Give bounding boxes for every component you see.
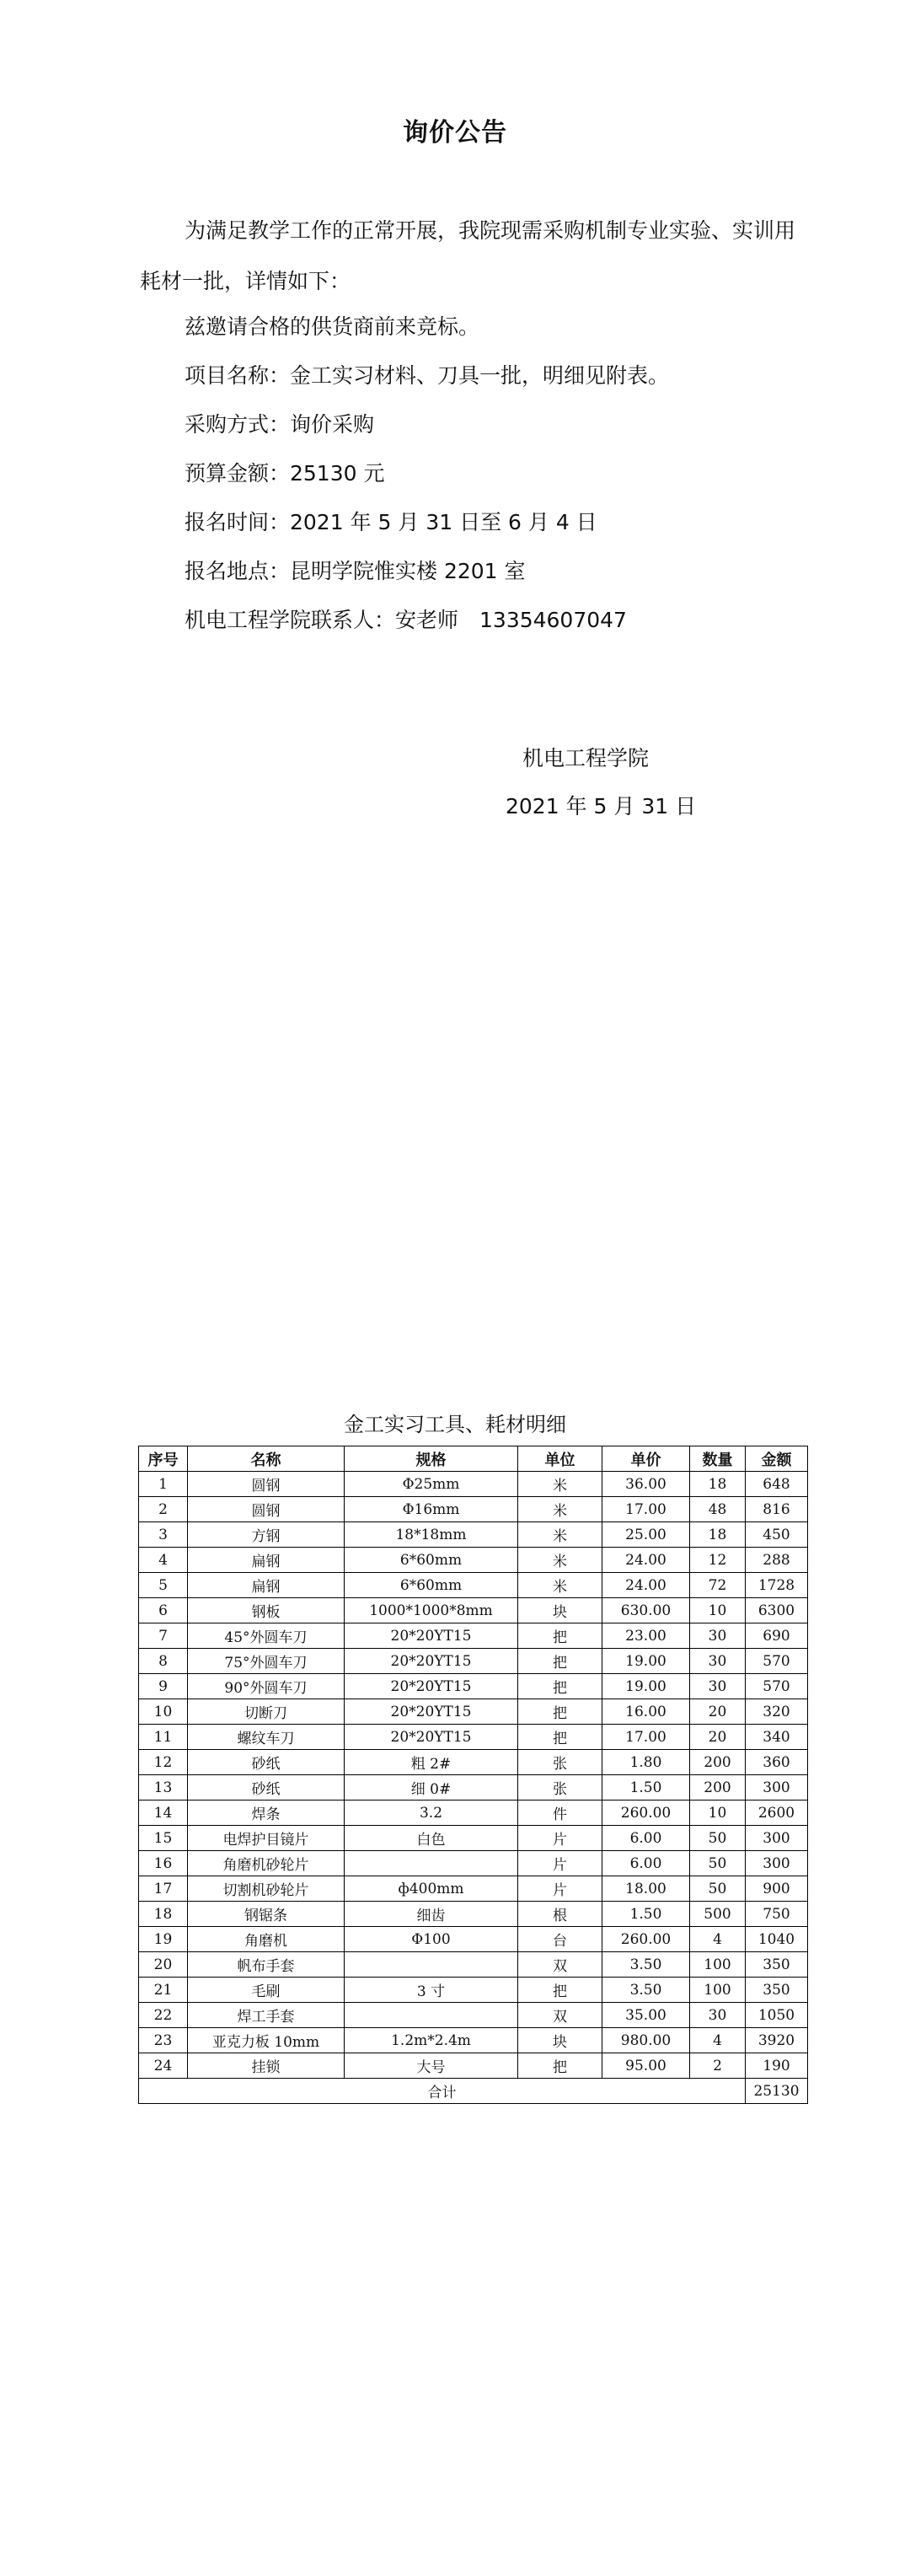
cell-unit: 片 bbox=[518, 1826, 602, 1851]
table-row bbox=[139, 2028, 808, 2053]
cell-price: 36.00 bbox=[602, 1472, 690, 1497]
cell-index: 9 bbox=[139, 1674, 188, 1699]
table-row bbox=[139, 1851, 808, 1876]
cell-quantity: 18 bbox=[690, 1522, 746, 1548]
cell-quantity: 30 bbox=[690, 2003, 746, 2028]
cell-name: 90°外圆车刀 bbox=[188, 1674, 345, 1699]
table-header-row bbox=[139, 1446, 808, 1472]
table-row bbox=[139, 1801, 808, 1826]
cell-price: 35.00 bbox=[602, 2003, 690, 2028]
cell-quantity: 100 bbox=[690, 1952, 746, 1978]
cell-name: 方钢 bbox=[188, 1522, 345, 1548]
cell-unit: 台 bbox=[518, 1927, 602, 1952]
cell-unit: 张 bbox=[518, 1750, 602, 1775]
cell-amount: 288 bbox=[746, 1548, 808, 1573]
cell-spec: 20*20YT15 bbox=[345, 1649, 518, 1674]
cell-price: 260.00 bbox=[602, 1927, 690, 1952]
cell-price: 25.00 bbox=[602, 1522, 690, 1548]
cell-amount: 190 bbox=[746, 2053, 808, 2079]
table-row bbox=[139, 1750, 808, 1775]
cell-name: 圆钢 bbox=[188, 1472, 345, 1497]
table-total-row bbox=[139, 2079, 808, 2104]
table-row bbox=[139, 1826, 808, 1851]
table-row bbox=[139, 1573, 808, 1598]
table-row bbox=[139, 1598, 808, 1623]
cell-index: 5 bbox=[139, 1573, 188, 1598]
cell-price: 16.00 bbox=[602, 1699, 690, 1725]
cell-spec: 20*20YT15 bbox=[345, 1725, 518, 1750]
cell-name: 焊条 bbox=[188, 1801, 345, 1826]
cell-spec: ф400mm bbox=[345, 1876, 518, 1902]
registration-time-line: 报名时间：2021 年 5 月 31 日至 6 月 4 日 bbox=[185, 510, 597, 534]
cell-spec bbox=[345, 1851, 518, 1876]
cell-unit: 块 bbox=[518, 1598, 602, 1623]
header-price: 单价 bbox=[602, 1446, 690, 1472]
cell-unit: 把 bbox=[518, 1623, 602, 1649]
cell-amount: 648 bbox=[746, 1472, 808, 1497]
cell-index: 7 bbox=[139, 1623, 188, 1649]
cell-name: 45°外圆车刀 bbox=[188, 1623, 345, 1649]
invite-line: 兹邀请合格的供货商前来竞标。 bbox=[185, 314, 480, 339]
cell-spec: 粗 2# bbox=[345, 1750, 518, 1775]
cell-unit: 米 bbox=[518, 1472, 602, 1497]
cell-price: 3.50 bbox=[602, 1978, 690, 2003]
cell-name: 螺纹车刀 bbox=[188, 1725, 345, 1750]
cell-spec: 细 0# bbox=[345, 1775, 518, 1801]
cell-index: 17 bbox=[139, 1876, 188, 1902]
cell-name: 扁钢 bbox=[188, 1548, 345, 1573]
cell-quantity: 72 bbox=[690, 1573, 746, 1598]
table-row bbox=[139, 1927, 808, 1952]
table-row bbox=[139, 1952, 808, 1978]
cell-price: 17.00 bbox=[602, 1497, 690, 1522]
cell-index: 14 bbox=[139, 1801, 188, 1826]
project-name-line: 项目名称：金工实习材料、刀具一批，明细见附表。 bbox=[185, 363, 670, 388]
cell-name: 钢锯条 bbox=[188, 1902, 345, 1927]
cell-price: 24.00 bbox=[602, 1573, 690, 1598]
cell-index: 18 bbox=[139, 1902, 188, 1927]
total-label: 合计 bbox=[139, 2079, 746, 2104]
cell-price: 17.00 bbox=[602, 1725, 690, 1750]
cell-index: 21 bbox=[139, 1978, 188, 2003]
cell-name: 圆钢 bbox=[188, 1497, 345, 1522]
cell-name: 75°外圆车刀 bbox=[188, 1649, 345, 1674]
cell-spec: 18*18mm bbox=[345, 1522, 518, 1548]
cell-name: 切割机砂轮片 bbox=[188, 1876, 345, 1902]
cell-amount: 300 bbox=[746, 1775, 808, 1801]
cell-price: 18.00 bbox=[602, 1876, 690, 1902]
header-name: 名称 bbox=[188, 1446, 345, 1472]
cell-unit: 把 bbox=[518, 1649, 602, 1674]
cell-price: 19.00 bbox=[602, 1674, 690, 1699]
cell-name: 电焊护目镜片 bbox=[188, 1826, 345, 1851]
cell-price: 19.00 bbox=[602, 1649, 690, 1674]
cell-amount: 350 bbox=[746, 1978, 808, 2003]
table-row bbox=[139, 1497, 808, 1522]
cell-price: 6.00 bbox=[602, 1826, 690, 1851]
table-row bbox=[139, 2053, 808, 2079]
cell-unit: 双 bbox=[518, 1952, 602, 1978]
table-body bbox=[139, 1472, 808, 2104]
cell-spec: 20*20YT15 bbox=[345, 1699, 518, 1725]
cell-index: 1 bbox=[139, 1472, 188, 1497]
cell-spec: 3.2 bbox=[345, 1801, 518, 1826]
cell-spec: Φ100 bbox=[345, 1927, 518, 1952]
cell-amount: 750 bbox=[746, 1902, 808, 1927]
cell-quantity: 50 bbox=[690, 1876, 746, 1902]
cell-name: 角磨机砂轮片 bbox=[188, 1851, 345, 1876]
cell-quantity: 4 bbox=[690, 1927, 746, 1952]
table-row bbox=[139, 1725, 808, 1750]
cell-name: 帆布手套 bbox=[188, 1952, 345, 1978]
cell-quantity: 100 bbox=[690, 1978, 746, 2003]
cell-spec: 20*20YT15 bbox=[345, 1623, 518, 1649]
cell-amount: 300 bbox=[746, 1851, 808, 1876]
cell-unit: 米 bbox=[518, 1497, 602, 1522]
table-row bbox=[139, 1548, 808, 1573]
cell-quantity: 30 bbox=[690, 1674, 746, 1699]
cell-spec: Φ25mm bbox=[345, 1472, 518, 1497]
cell-index: 2 bbox=[139, 1497, 188, 1522]
cell-quantity: 50 bbox=[690, 1826, 746, 1851]
cell-spec: 20*20YT15 bbox=[345, 1674, 518, 1699]
cell-price: 23.00 bbox=[602, 1623, 690, 1649]
cell-price: 95.00 bbox=[602, 2053, 690, 2079]
signature-organization: 机电工程学院 bbox=[522, 746, 650, 770]
cell-name: 毛刷 bbox=[188, 1978, 345, 2003]
cell-unit: 米 bbox=[518, 1548, 602, 1573]
cell-amount: 900 bbox=[746, 1876, 808, 1902]
cell-price: 6.00 bbox=[602, 1851, 690, 1876]
cell-spec: 白色 bbox=[345, 1826, 518, 1851]
header-spec: 规格 bbox=[345, 1446, 518, 1472]
cell-unit: 片 bbox=[518, 1851, 602, 1876]
cell-price: 1.50 bbox=[602, 1902, 690, 1927]
cell-name: 挂锁 bbox=[188, 2053, 345, 2079]
cell-spec: 6*60mm bbox=[345, 1573, 518, 1598]
cell-spec: 1.2m*2.4m bbox=[345, 2028, 518, 2053]
purchase-method-line: 采购方式：询价采购 bbox=[185, 412, 375, 437]
cell-amount: 360 bbox=[746, 1750, 808, 1775]
total-value: 25130 bbox=[746, 2079, 808, 2104]
cell-price: 260.00 bbox=[602, 1801, 690, 1826]
cell-quantity: 48 bbox=[690, 1497, 746, 1522]
cell-spec: 1000*1000*8mm bbox=[345, 1598, 518, 1623]
cell-quantity: 2 bbox=[690, 2053, 746, 2079]
cell-index: 16 bbox=[139, 1851, 188, 1876]
cell-quantity: 20 bbox=[690, 1725, 746, 1750]
cell-index: 19 bbox=[139, 1927, 188, 1952]
cell-price: 1.80 bbox=[602, 1750, 690, 1775]
cell-unit: 米 bbox=[518, 1573, 602, 1598]
cell-amount: 1040 bbox=[746, 1927, 808, 1952]
cell-quantity: 18 bbox=[690, 1472, 746, 1497]
cell-price: 980.00 bbox=[602, 2028, 690, 2053]
cell-quantity: 50 bbox=[690, 1851, 746, 1876]
cell-spec bbox=[345, 2003, 518, 2028]
cell-price: 630.00 bbox=[602, 1598, 690, 1623]
cell-index: 8 bbox=[139, 1649, 188, 1674]
cell-amount: 690 bbox=[746, 1623, 808, 1649]
cell-spec: 大号 bbox=[345, 2053, 518, 2079]
cell-index: 15 bbox=[139, 1826, 188, 1851]
budget-line: 预算金额：25130 元 bbox=[185, 461, 385, 486]
cell-index: 6 bbox=[139, 1598, 188, 1623]
cell-index: 11 bbox=[139, 1725, 188, 1750]
cell-amount: 3920 bbox=[746, 2028, 808, 2053]
signature-date: 2021 年 5 月 31 日 bbox=[506, 794, 697, 818]
cell-amount: 570 bbox=[746, 1649, 808, 1674]
cell-name: 砂纸 bbox=[188, 1775, 345, 1801]
header-amount: 金额 bbox=[746, 1446, 808, 1472]
registration-place-line: 报名地点：昆明学院惟实楼 2201 室 bbox=[185, 559, 526, 583]
cell-name: 角磨机 bbox=[188, 1927, 345, 1952]
cell-amount: 300 bbox=[746, 1826, 808, 1851]
cell-unit: 片 bbox=[518, 1876, 602, 1902]
table-row bbox=[139, 1699, 808, 1725]
cell-quantity: 10 bbox=[690, 1801, 746, 1826]
cell-unit: 块 bbox=[518, 2028, 602, 2053]
cell-name: 扁钢 bbox=[188, 1573, 345, 1598]
cell-quantity: 10 bbox=[690, 1598, 746, 1623]
header-index: 序号 bbox=[139, 1446, 188, 1472]
table-row bbox=[139, 1902, 808, 1927]
cell-unit: 件 bbox=[518, 1801, 602, 1826]
cell-quantity: 4 bbox=[690, 2028, 746, 2053]
cell-name: 砂纸 bbox=[188, 1750, 345, 1775]
cell-quantity: 500 bbox=[690, 1902, 746, 1927]
cell-quantity: 30 bbox=[690, 1623, 746, 1649]
cell-amount: 6300 bbox=[746, 1598, 808, 1623]
cell-unit: 把 bbox=[518, 1674, 602, 1699]
cell-spec bbox=[345, 1952, 518, 1978]
table-row bbox=[139, 1649, 808, 1674]
cell-index: 13 bbox=[139, 1775, 188, 1801]
cell-price: 24.00 bbox=[602, 1548, 690, 1573]
cell-unit: 把 bbox=[518, 1699, 602, 1725]
table-row bbox=[139, 1978, 808, 2003]
cell-price: 3.50 bbox=[602, 1952, 690, 1978]
cell-amount: 350 bbox=[746, 1952, 808, 1978]
cell-index: 12 bbox=[139, 1750, 188, 1775]
cell-amount: 1728 bbox=[746, 1573, 808, 1598]
cell-name: 焊工手套 bbox=[188, 2003, 345, 2028]
detail-table bbox=[138, 1446, 808, 2104]
table-row bbox=[139, 2003, 808, 2028]
cell-amount: 570 bbox=[746, 1674, 808, 1699]
cell-unit: 把 bbox=[518, 1978, 602, 2003]
table-row bbox=[139, 1472, 808, 1497]
cell-spec: 3 寸 bbox=[345, 1978, 518, 2003]
cell-name: 切断刀 bbox=[188, 1699, 345, 1725]
cell-index: 3 bbox=[139, 1522, 188, 1548]
cell-quantity: 12 bbox=[690, 1548, 746, 1573]
cell-spec: Φ16mm bbox=[345, 1497, 518, 1522]
cell-amount: 320 bbox=[746, 1699, 808, 1725]
cell-index: 23 bbox=[139, 2028, 188, 2053]
cell-name: 钢板 bbox=[188, 1598, 345, 1623]
notice-title: 询价公告 bbox=[403, 118, 507, 148]
table-row bbox=[139, 1674, 808, 1699]
cell-spec: 6*60mm bbox=[345, 1548, 518, 1573]
cell-index: 24 bbox=[139, 2053, 188, 2079]
cell-amount: 816 bbox=[746, 1497, 808, 1522]
cell-unit: 根 bbox=[518, 1902, 602, 1927]
cell-index: 20 bbox=[139, 1952, 188, 1978]
cell-unit: 张 bbox=[518, 1775, 602, 1801]
cell-quantity: 200 bbox=[690, 1775, 746, 1801]
table-row bbox=[139, 1623, 808, 1649]
cell-amount: 2600 bbox=[746, 1801, 808, 1826]
cell-unit: 把 bbox=[518, 1725, 602, 1750]
cell-unit: 把 bbox=[518, 2053, 602, 2079]
intro-paragraph: 为满足教学工作的正常开展，我院现需采购机制专业实验、实训用耗材一批，详情如下： bbox=[140, 218, 796, 293]
table-title: 金工实习工具、耗材明细 bbox=[344, 1413, 566, 1436]
header-unit: 单位 bbox=[518, 1446, 602, 1472]
cell-quantity: 200 bbox=[690, 1750, 746, 1775]
table-row bbox=[139, 1775, 808, 1801]
cell-quantity: 20 bbox=[690, 1699, 746, 1725]
contact-line: 机电工程学院联系人：安老师 13354607047 bbox=[185, 608, 627, 632]
cell-spec: 细齿 bbox=[345, 1902, 518, 1927]
table-row bbox=[139, 1522, 808, 1548]
table-row bbox=[139, 1876, 808, 1902]
header-quantity: 数量 bbox=[690, 1446, 746, 1472]
cell-index: 22 bbox=[139, 2003, 188, 2028]
cell-amount: 1050 bbox=[746, 2003, 808, 2028]
cell-index: 4 bbox=[139, 1548, 188, 1573]
cell-unit: 双 bbox=[518, 2003, 602, 2028]
cell-unit: 米 bbox=[518, 1522, 602, 1548]
cell-index: 10 bbox=[139, 1699, 188, 1725]
cell-amount: 340 bbox=[746, 1725, 808, 1750]
cell-amount: 450 bbox=[746, 1522, 808, 1548]
cell-name: 亚克力板 10mm bbox=[188, 2028, 345, 2053]
cell-quantity: 30 bbox=[690, 1649, 746, 1674]
cell-price: 1.50 bbox=[602, 1775, 690, 1801]
